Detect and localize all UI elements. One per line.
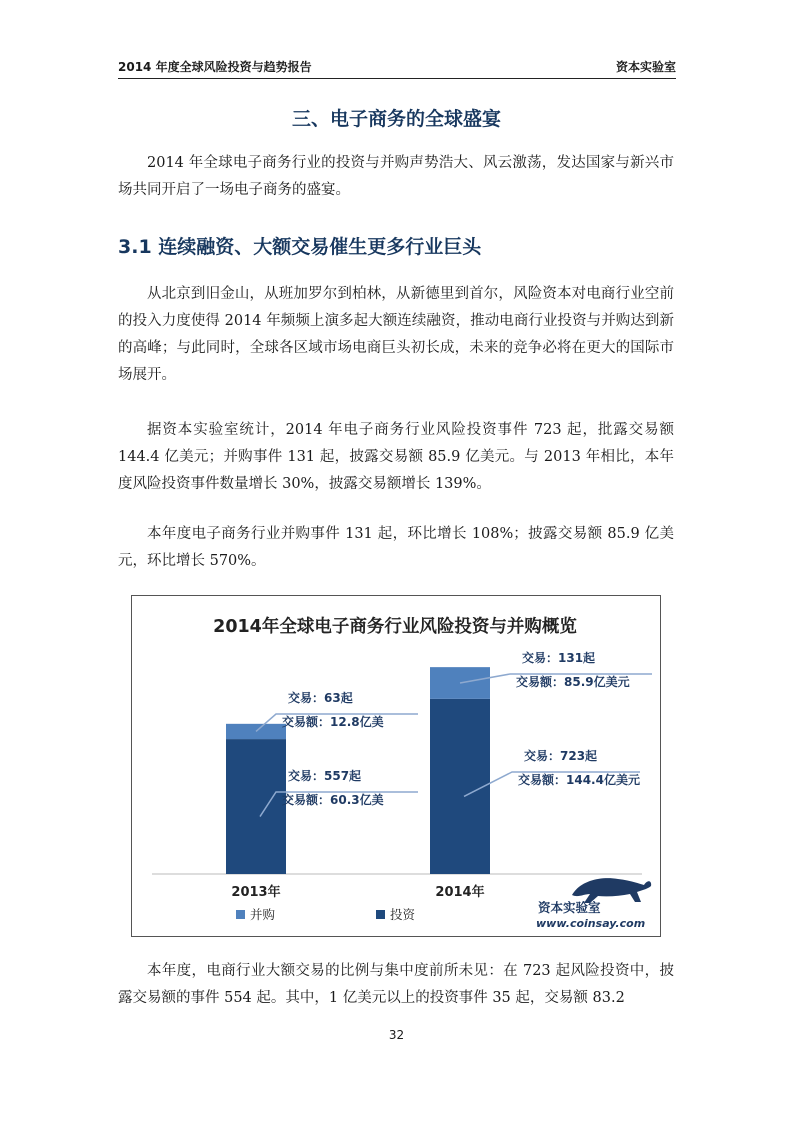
legend-label: 并购: [250, 907, 276, 922]
coinsay-logo: [536, 878, 651, 930]
callout-amount-label: 交易额：60.3亿美: [282, 793, 384, 807]
legend-label: 投资: [390, 907, 416, 922]
publisher-name: 资本实验室: [615, 60, 676, 74]
legend-swatch: [376, 910, 385, 919]
page-number: 32: [388, 1028, 405, 1042]
callout-deals-label: 交易：131起: [522, 651, 596, 665]
bar-investment-1: [226, 739, 286, 874]
paragraph-overview: 从北京到旧金山，从班加罗尔到柏林，从新德里到首尔，风险资本对电商行业空前的投入力度使得 2014 年频频上演多起大额连续融资，推动电商行业投资与并购达到新的高峰；与此同时，全球各区域市场电商巨头初长成，未来的竞争必将在更大的国际市场展开。: [118, 286, 674, 383]
callout-deals-label: 交易：63起: [288, 691, 353, 705]
stacked-bar-chart: [132, 596, 659, 935]
legend-swatch: [236, 910, 245, 919]
callout-amount-label: 交易额：85.9亿美元: [516, 675, 630, 689]
callout-amount-label: 交易额：12.8亿美: [282, 715, 384, 729]
page-header: [118, 52, 676, 79]
report-title: 2014 年度全球风险投资与趋势报告: [118, 60, 312, 74]
paragraph-mna: 本年度电子商务行业并购事件 131 起，环比增长 108%；披露交易额 85.9 亿美元，环比增长 570%。: [118, 526, 674, 569]
watermark-url: www.coinsay.com: [536, 917, 646, 930]
section-title: 三、电子商务的全球盛宴: [291, 108, 501, 130]
subsection-title: 3.1 连续融资、大额交易催生更多行业巨头: [118, 236, 482, 258]
bar-investment-2: [430, 699, 490, 874]
callout-amount-label: 交易额：144.4亿美元: [518, 773, 640, 787]
watermark-name: 资本实验室: [538, 900, 601, 915]
callout-deals-label: 交易：723起: [524, 749, 598, 763]
x-tick-label: 2014年: [435, 885, 485, 900]
x-tick-label: 2013年: [231, 885, 281, 900]
chart-figure: [131, 595, 661, 937]
callout-deals-label: 交易：557起: [288, 769, 362, 783]
paragraph-statistics: 据资本实验室统计，2014 年电子商务行业风险投资事件 723 起，批露交易额 144.4 亿美元；并购事件 131 起，披露交易额 85.9 亿美元。与 2013 年相比，本年度风险投资事件数量增长 30%，披露交易额增长 139%。: [118, 422, 674, 492]
paragraph-intro: 2014 年全球电子商务行业的投资与并购声势浩大、风云激荡，发达国家与新兴市场共同开启了一场电子商务的盛宴。: [118, 155, 674, 198]
bar-mna-2: [430, 667, 490, 699]
chart-title: 2014年全球电子商务行业风险投资与并购概览: [213, 617, 577, 637]
paragraph-large-deals: 本年度，电商行业大额交易的比例与集中度前所未见：在 723 起风险投资中，披露交易额的事件 554 起。其中，1 亿美元以上的投资事件 35 起，交易额 83.2: [118, 963, 674, 1006]
